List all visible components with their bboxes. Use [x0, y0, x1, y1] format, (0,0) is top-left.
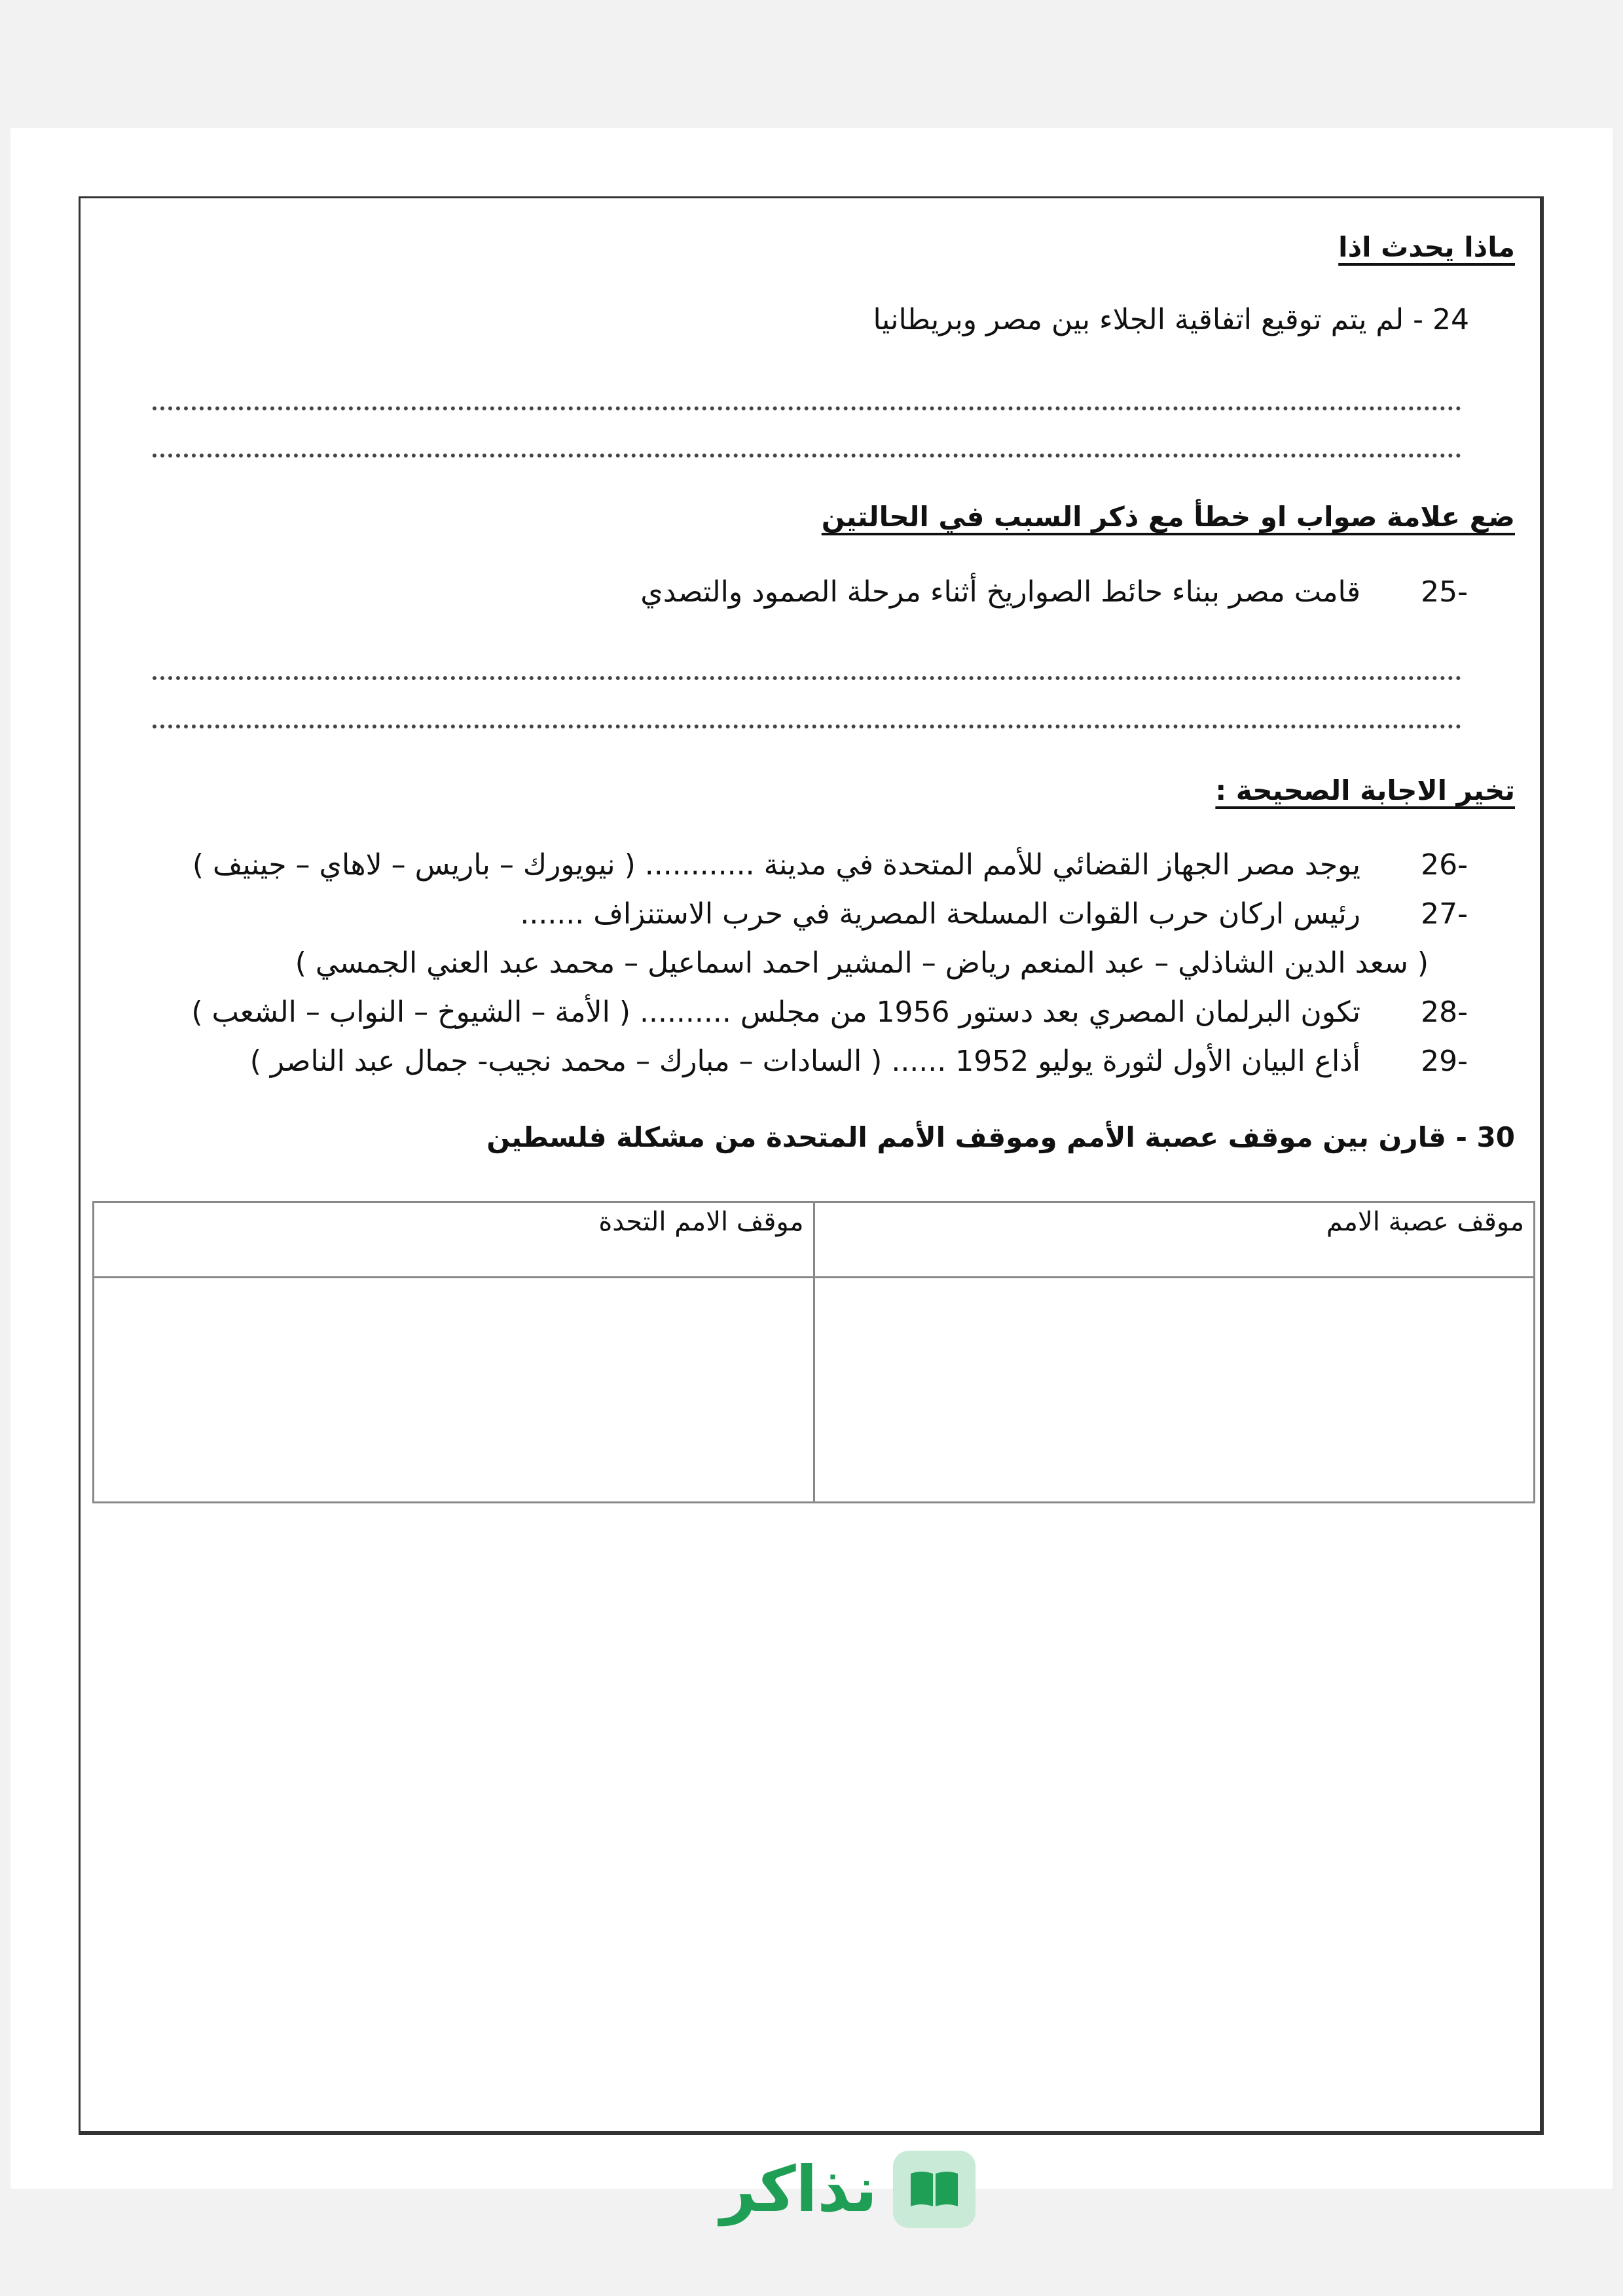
question-27-number: -27 — [1421, 897, 1468, 931]
answer-line[interactable] — [153, 676, 1461, 680]
question-27-options: ( سعد الدين الشاذلي – عبد المنعم رياض – المشير احمد اسماعيل – محمد عبد العني الجمسي ) — [295, 946, 1429, 980]
question-29-text: أذاع البيان الأول لثورة يوليو 1952 ...... ( السادات – مبارك – محمد نجيب- جمال عبد الناصر ) — [249, 1045, 1360, 1078]
question-25-text: قامت مصر ببناء حائط الصواريخ أثناء مرحلة الصمود والتصدي — [640, 575, 1360, 609]
question-24-number: 24 - — [1413, 303, 1469, 336]
question-28 — [191, 996, 1468, 1029]
answer-line[interactable] — [153, 454, 1461, 457]
question-25-number: -25 — [1421, 575, 1468, 609]
comparison-table — [92, 1201, 1535, 1503]
answer-line[interactable] — [153, 406, 1461, 410]
question-29-number: -29 — [1421, 1045, 1468, 1078]
question-24 — [873, 303, 1469, 336]
answer-cell-league-of-nations[interactable] — [814, 1278, 1535, 1503]
question-26 — [192, 848, 1468, 882]
question-27-text: رئيس اركان حرب القوات المسلحة المصرية في حرب الاستنزاف ....... — [520, 897, 1360, 931]
answer-cell-united-nations[interactable] — [94, 1278, 814, 1503]
exam-sheet — [79, 196, 1544, 2135]
heading-true-false: ضع علامة صواب او خطأ مع ذكر السبب في الحالتين — [821, 501, 1515, 533]
brand-logo — [720, 2147, 976, 2232]
question-24-text: لم يتم توقيع اتفاقية الجلاء بين مصر وبريطانيا — [873, 303, 1404, 336]
heading-mcq: تخير الاجابة الصحيحة : — [1215, 774, 1515, 806]
question-25 — [640, 575, 1468, 609]
question-29 — [250, 1045, 1468, 1078]
question-27 — [520, 897, 1468, 931]
question-30-number: 30 - — [1455, 1121, 1515, 1153]
question-30-text: قارن بين موقف عصبة الأمم وموقف الأمم المتحدة من مشكلة فلسطين — [486, 1121, 1446, 1153]
column-header-league-of-nations: موقف عصبة الامم — [814, 1202, 1535, 1278]
answer-line[interactable] — [153, 725, 1461, 728]
question-26-text: يوجد مصر الجهاز القضائي للأمم المتحدة في مدينة ............ ( نيويورك – باريس – لاهاي – جينيف ) — [192, 848, 1360, 882]
question-26-number: -26 — [1421, 848, 1468, 882]
column-header-united-nations: موقف الامم التحدة — [94, 1202, 814, 1278]
question-28-text: تكون البرلمان المصري بعد دستور 1956 من مجلس .......... ( الأمة – الشيوخ – النواب – الشعب ) — [191, 996, 1360, 1029]
heading-what-if: ماذا يحدث اذا — [1338, 231, 1515, 263]
brand-name: نذاكر — [720, 2153, 877, 2226]
book-icon — [893, 2151, 976, 2228]
question-28-number: -28 — [1421, 996, 1468, 1029]
question-30 — [486, 1121, 1515, 1153]
